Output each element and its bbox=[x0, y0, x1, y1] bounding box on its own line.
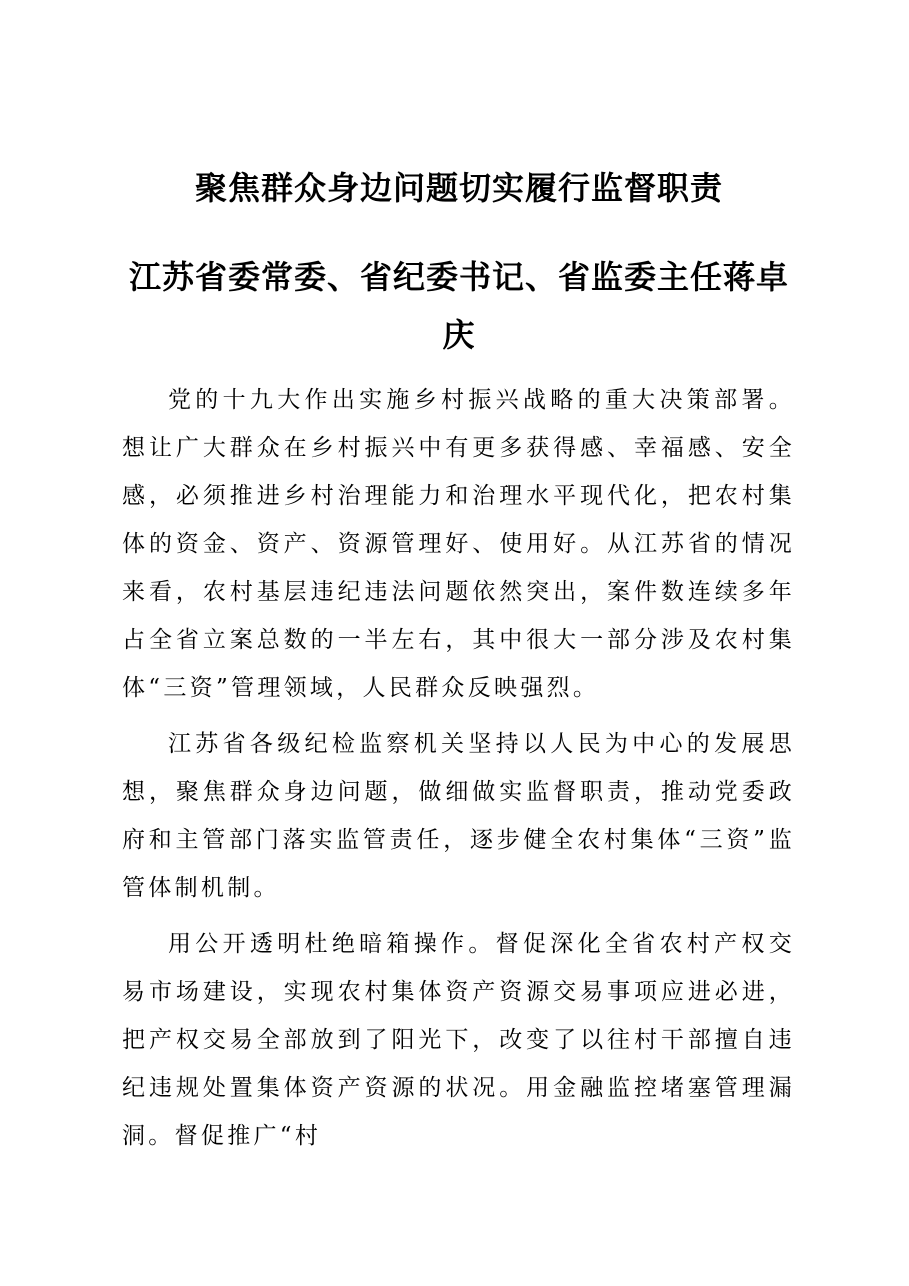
document-title: 聚焦群众身边问题切实履行监督职责 bbox=[194, 169, 723, 207]
paragraph: 党的十九大作出实施乡村振兴战略的重大决策部署。想让广大群众在乡村振兴中有更多获得感、幸福感、安全感，必须推进乡村治理能力和治理水平现代化，把农村集体的资金、资产、资源管理好、使用好。从江苏省的情况来看，农村基层违纪违法问题依然突出，案件数连续多年占全省立案总数的一半左右，其中很大一部分涉及农村集体“三资”管理领域，人民群众反映强烈。 bbox=[122, 387, 795, 701]
paragraph: 用公开透明杜绝暗箱操作。督促深化全省农村产权交易市场建设，实现农村集体资产资源交易事项应进必进，把产权交易全部放到了阳光下，改变了以往村干部擅自违纪违规处置集体资产资源的状况。用金融监控堵塞管理漏洞。督促推广“村 bbox=[122, 931, 795, 1149]
document-body bbox=[122, 376, 795, 1168]
author-line: 江苏省委常委、省纪委书记、省监委主任蒋卓庆 bbox=[128, 258, 789, 354]
paragraph: 江苏省各级纪检监察机关坚持以人民为中心的发展思想，聚焦群众身边问题，做细做实监督职责，推动党委政府和主管部门落实监管责任，逐步健全农村集体“三资”监管体制机制。 bbox=[122, 731, 795, 901]
